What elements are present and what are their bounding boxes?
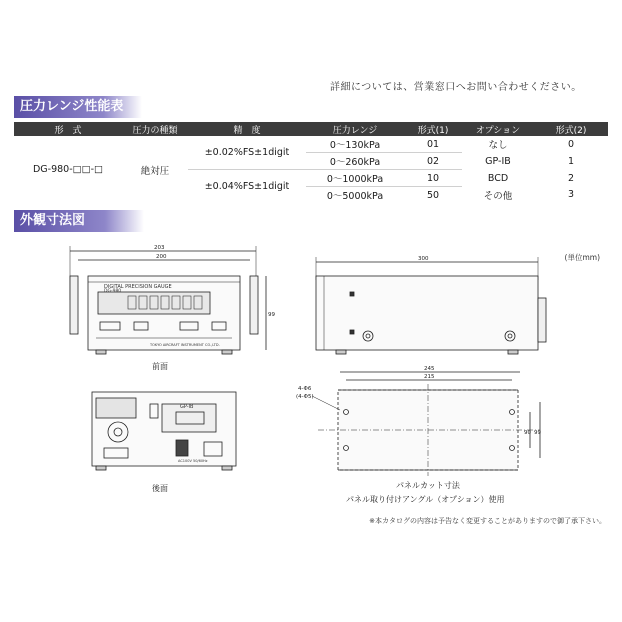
front-panel-model: DG-980 — [104, 289, 122, 294]
side-view-drawing — [316, 257, 546, 354]
back-view-drawing — [92, 392, 236, 470]
code1-cell: 02 — [404, 153, 462, 170]
label-bracket: パネル取り付けアングル（オプション）使用 — [346, 495, 505, 504]
front-panel-title: DIGITAL PRECISION GAUGE — [104, 284, 172, 290]
header-accuracy: 精 度 — [188, 122, 306, 136]
accuracy-cell-1: ±0.02%FS±1digit — [188, 136, 306, 170]
option-cell: GP-IB — [485, 155, 511, 167]
dim-cut-outer: 245 — [424, 366, 435, 372]
model-cell: DG-980-□□-□ — [32, 164, 104, 175]
panel-cut-drawing — [312, 372, 540, 476]
dim-cut-h2: 99 — [534, 430, 541, 436]
label-back: 後面 — [152, 484, 168, 493]
code1-cell: 01 — [404, 136, 462, 153]
pressure-type-cell: 絶対圧 — [140, 165, 170, 177]
option-cell: なし — [488, 140, 508, 152]
range-cell: 0〜1000kPa — [306, 170, 404, 187]
section-title-dimensions: 外観寸法図 — [14, 210, 144, 232]
option-cell: BCD — [487, 172, 509, 184]
front-view-drawing — [70, 246, 266, 354]
header-option: オプション — [462, 122, 534, 136]
range-cell: 0〜130kPa — [306, 136, 404, 153]
dim-side-depth: 300 — [418, 256, 429, 262]
dim-cut-h1: 90 — [524, 430, 531, 436]
code2-cell: 2 — [567, 172, 575, 184]
section-title-pressure: 圧力レンジ性能表 — [14, 96, 142, 118]
dim-front-height: 99 — [268, 312, 275, 318]
back-panel-interface: GP-IB — [180, 404, 194, 410]
header-code2: 形式(2) — [534, 122, 608, 136]
dim-cut-inner: 215 — [424, 374, 435, 380]
header-model: 形 式 — [14, 122, 122, 136]
dim-holes-sub: (4-Φ5) — [296, 394, 314, 400]
footnote: ※本カタログの内容は予告なく変更することがありますので御了承下さい。 — [369, 517, 606, 525]
label-front: 前面 — [152, 362, 168, 371]
label-panel-cut: パネルカット寸法 — [396, 481, 460, 490]
dim-holes: 4-Φ6 — [298, 386, 312, 392]
dim-front-outer: 203 — [154, 245, 165, 251]
code2-cell: 3 — [567, 189, 575, 201]
code2-cell: 0 — [567, 138, 575, 150]
range-cell: 0〜260kPa — [306, 153, 404, 170]
dim-front-inner: 200 — [156, 254, 167, 260]
code1-cell: 50 — [426, 189, 440, 201]
code1-cell: 10 — [404, 170, 462, 187]
header-range: 圧力レンジ — [306, 122, 404, 136]
back-panel-power: AC100V 50/60Hz — [178, 459, 208, 463]
header-pressure-type: 圧力の種類 — [122, 122, 188, 136]
header-code1: 形式(1) — [404, 122, 462, 136]
code2-cell: 1 — [567, 155, 575, 167]
accuracy-cell-2: ±0.04%FS±1digit — [204, 181, 290, 192]
unit-note: (単位mm) — [564, 253, 600, 262]
range-cell: 0〜5000kPa — [326, 191, 384, 202]
top-notice-text: 詳細については、営業窓口へお問い合わせください。 — [330, 82, 582, 93]
option-cell: その他 — [483, 190, 513, 202]
front-panel-maker: TOKYO AIRCRAFT INSTRUMENT CO.,LTD. — [150, 343, 220, 347]
